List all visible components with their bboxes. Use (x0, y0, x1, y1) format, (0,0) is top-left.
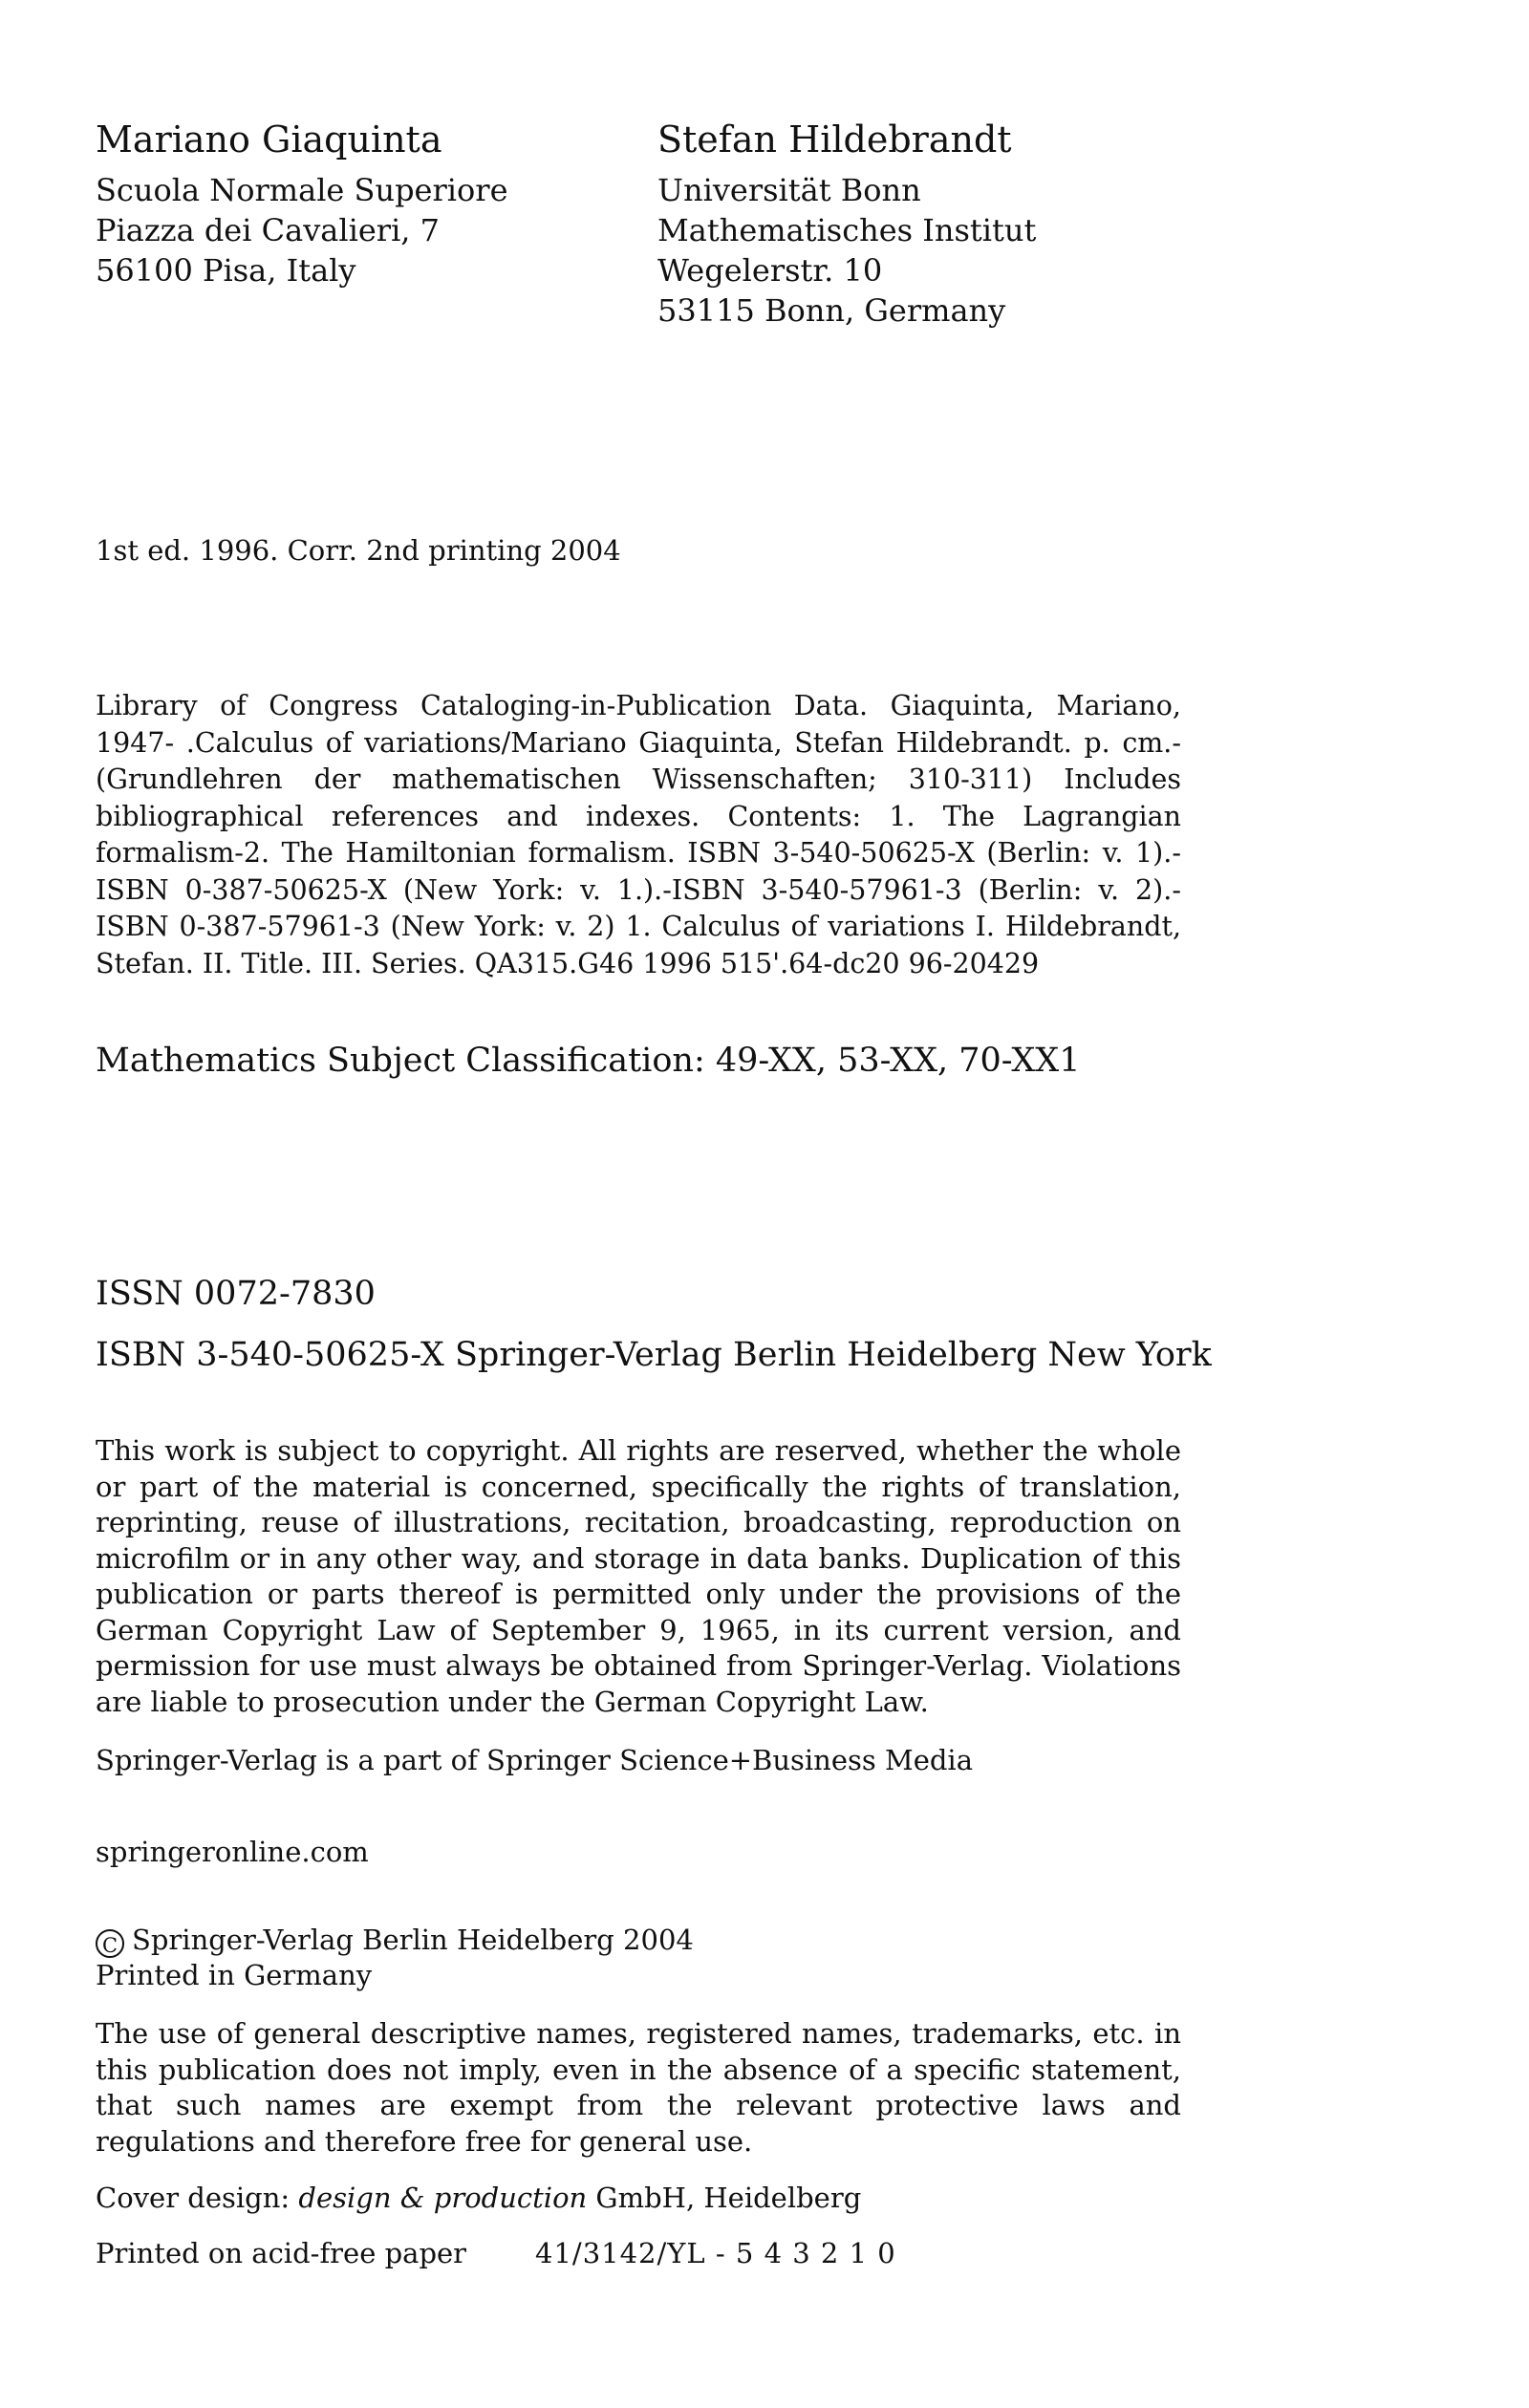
paper-line (96, 2236, 896, 2271)
address-line: 56100 Pisa, Italy (96, 252, 356, 289)
cover-design-line (96, 2181, 861, 2216)
author-block-giaquinta (96, 117, 631, 290)
trademarks-notice-paragraph: The use of general descriptive names, registered names, trademarks, etc. in this publication does not imply, even in the absence of a specific statement, that such names are exempt from the relevant protective laws and regulations and therefore free for general use. (96, 2017, 1181, 2158)
issn-line: ISSN 0072-7830 (96, 1275, 376, 1313)
address-line: Piazza dei Cavalieri, 7 (96, 212, 440, 248)
address-line: Mathematisches Institut (657, 212, 1037, 248)
copyright-holder: Springer-Verlag Berlin Heidelberg 2004 (132, 1924, 694, 1956)
copyright-block (96, 1923, 694, 1993)
printed-in: Printed in Germany (96, 1959, 373, 1991)
subject-classification: Mathematics Subject Classification: 49-XX, 53-XX, 70-XX1 (96, 1042, 1081, 1080)
copyright-line (96, 1923, 694, 1958)
address-line: 53115 Bonn, Germany (657, 292, 1006, 329)
cover-design-suffix: GmbH, Heidelberg (595, 2182, 862, 2214)
isbn-line: ISBN 3-540-50625-X Springer-Verlag Berlin Heidelberg New York (96, 1336, 1212, 1374)
address-line: Universität Bonn (657, 172, 921, 208)
printing-code: 41/3142/YL - 5 4 3 2 1 0 (535, 2237, 896, 2269)
cover-design-label: Cover design: (96, 2182, 291, 2214)
publisher-affiliation: Springer-Verlag is a part of Springer Science+Business Media (96, 1744, 973, 1776)
address-line: Scuola Normale Superiore (96, 172, 508, 208)
paper-label: Printed on acid-free paper (96, 2237, 467, 2269)
cover-designer: design & production (298, 2182, 588, 2214)
copyright-icon: C (96, 1929, 124, 1958)
publisher-website: springeronline.com (96, 1836, 369, 1868)
author-name: Stefan Hildebrandt (657, 118, 1012, 161)
cataloging-in-publication-data: Library of Congress Cataloging-in-Publication Data. Giaquinta, Mariano, 1947- .Calculus of variations/Mariano Giaquinta, Stefan Hildebrandt. p. cm.-(Grundlehren der mathematischen Wissenschaften; 310-311) Includes bibliographical references and indexes. Contents: 1. The Lagrangian formalism-2. The Hamiltonian formalism. ISBN 3-540-50625-X (Berlin: v. 1).-ISBN 0-387-50625-X (New York: v. 1.).-ISBN 3-540-57961-3 (Berlin: v. 2).-ISBN 0-387-57961-3 (New York: v. 2) 1. Calculus of variations I. Hildebrandt, Stefan. II. Title. III. Series. QA315.G46 1996 515'.64-dc20 96-20429 (96, 690, 1181, 979)
author-name: Mariano Giaquinta (96, 118, 442, 161)
address-line: Wegelerstr. 10 (657, 252, 883, 289)
author-block-hildebrandt (657, 117, 1250, 331)
edition-line: 1st ed. 1996. Corr. 2nd printing 2004 (96, 534, 621, 567)
copyright-notice-paragraph: This work is subject to copyright. All rights are reserved, whether the whole or part of the material is concerned, specifically the rights of translation, reprinting, reuse of illustrations, recitation, broadcasting, reproduction on microfilm or in any other way, and storage in data banks. Duplication of this publication or parts thereof is permitted only under the provisions of the German Copyright Law of September 9, 1965, in its current version, and permission for use must always be obtained from Springer-Verlag. Violations are liable to prosecution under the German Copyright Law. (96, 1434, 1181, 1718)
